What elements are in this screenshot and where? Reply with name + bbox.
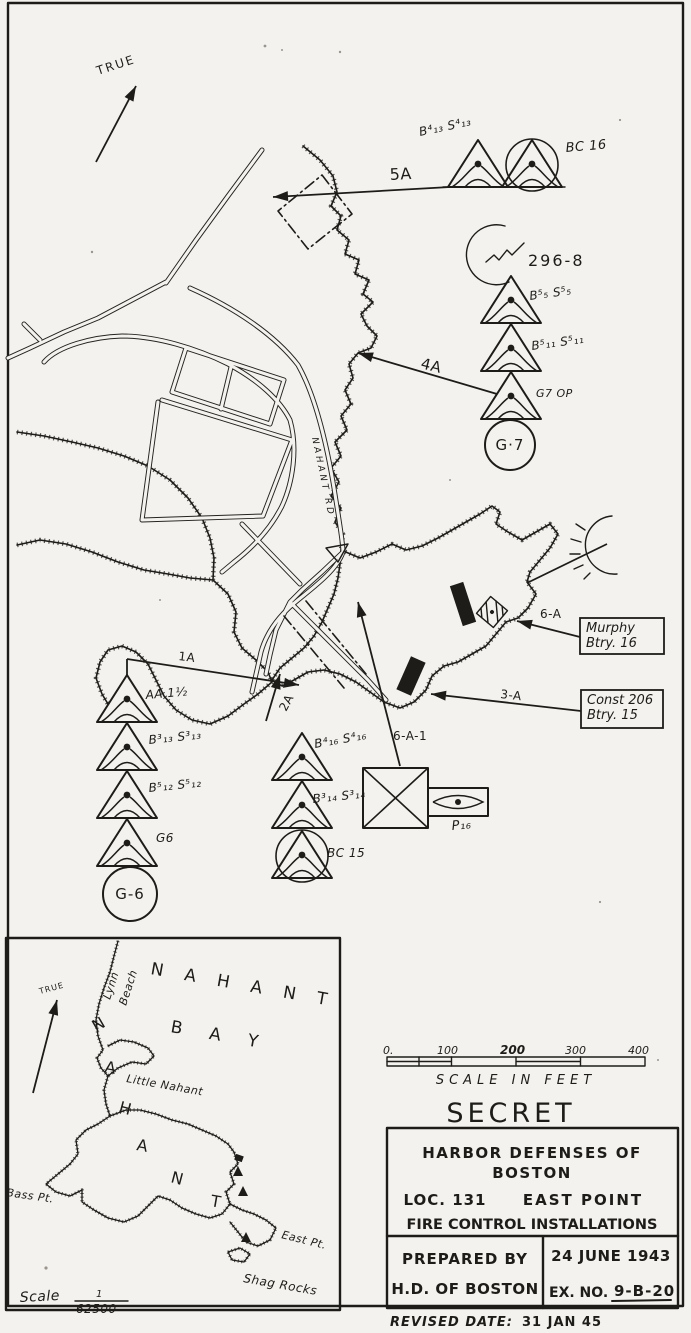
scale-tick: 400 <box>628 1044 649 1057</box>
title-block <box>387 1128 678 1308</box>
inset-label: N <box>168 1167 186 1190</box>
station-symbol-p-rect <box>428 788 488 816</box>
battery-murphy-structure <box>450 582 476 626</box>
leader-arrow <box>527 544 607 583</box>
leader-arrow <box>33 1000 58 1093</box>
station-circle-label: G·7 <box>495 436 525 454</box>
revised-date: 31 JAN 45 <box>522 1315 603 1330</box>
station-symbol-tri <box>97 819 157 866</box>
exhibit-number: 9-B-20 <box>614 1282 676 1300</box>
title-line1: HARBOR DEFENSES OF <box>422 1144 642 1162</box>
map-label: 6-A <box>540 607 562 621</box>
inset-label: East Pt. <box>280 1228 328 1252</box>
map-label: 2A <box>276 691 297 714</box>
battery-15-structure <box>396 656 425 695</box>
map-label: 6-A-1 <box>393 729 428 743</box>
map-label: 1A <box>177 649 197 666</box>
map-label: NAHANT RD <box>309 436 336 518</box>
scale-tick: 0. <box>383 1044 394 1057</box>
map-label: P₁₆ <box>451 817 473 834</box>
map-label: BC 15 <box>327 846 366 860</box>
map-label: BC 16 <box>565 137 608 156</box>
callout-box <box>580 618 664 654</box>
station-symbol-tri <box>448 140 508 187</box>
title-date: 24 JUNE 1943 <box>551 1247 671 1265</box>
map-label: G6 <box>156 831 174 845</box>
battery-structures <box>396 582 507 696</box>
inset-label: Lynn <box>100 970 122 1001</box>
inset-label: 62500 <box>76 1302 117 1316</box>
scale-tick: 300 <box>565 1044 586 1057</box>
scale-tick: 200 <box>500 1043 526 1057</box>
map-label: B⁴₁₆ S⁴₁₆ <box>313 727 368 751</box>
station-symbol-box-x <box>363 768 428 828</box>
station-circle-label: G-6 <box>115 885 145 903</box>
inset-label: Shag Rocks <box>242 1271 319 1298</box>
map-label: B³₁₃ S³₁₃ <box>147 727 203 747</box>
station-symbol-circle <box>485 420 535 470</box>
map-label: 5A <box>389 163 413 184</box>
map-label: 296-8 <box>528 251 585 270</box>
inset-label: H <box>116 1097 134 1120</box>
inset-label: Bass Pt. <box>5 1186 55 1206</box>
title-site: EAST POINT <box>522 1191 644 1209</box>
scale-caption: SCALE IN FEET <box>435 1073 597 1088</box>
leader-arrow <box>517 620 580 637</box>
scale-tick: 100 <box>437 1044 458 1057</box>
inset-label: 1 <box>96 1289 103 1300</box>
exhibit-label: EX. NO. <box>549 1285 609 1301</box>
map-label: B⁵₁₁ S⁵₁₁ <box>530 331 585 353</box>
station-symbol-circle <box>103 867 157 921</box>
inset-label: N A H A N T <box>149 959 337 1012</box>
map-label: B⁴₁₃ S⁴₁₃ <box>417 114 473 139</box>
map-label: 4A <box>419 354 444 377</box>
callout-box <box>581 690 663 728</box>
inset-label: B A Y <box>169 1017 271 1055</box>
map-label: B³₁₄ S³₁₄ <box>311 786 367 806</box>
prepared-by-line2: H.D. OF BOSTON <box>391 1280 539 1298</box>
title-line3: FIRE CONTROL INSTALLATIONS <box>406 1217 658 1233</box>
station-symbol-tri <box>97 723 157 770</box>
classification-marking: SECRET <box>446 1098 576 1129</box>
map-label: AA 1½ <box>145 684 189 702</box>
map-label: B⁵₅ S⁵₅ <box>528 283 573 303</box>
diamond-structure <box>477 597 508 628</box>
callout-text: Btry. 16 <box>586 636 637 651</box>
zigzag-296-8 <box>486 243 524 262</box>
revised-label: REVISED DATE: <box>390 1315 513 1330</box>
map-label: G7 OP <box>536 387 573 400</box>
station-symbol-tri <box>97 771 157 818</box>
arc-symbols <box>466 225 617 579</box>
map-label: 3-A <box>499 687 523 704</box>
leader-arrow <box>273 187 450 201</box>
inset-label: N <box>88 1012 109 1036</box>
inset-label: T <box>209 1191 223 1212</box>
station-symbol-tri-circle <box>272 830 332 882</box>
inset-label: A <box>135 1135 150 1156</box>
inset-label: Little Nahant <box>125 1072 205 1099</box>
map-label: TRUE <box>94 52 138 78</box>
inset-label: Scale <box>19 1287 61 1306</box>
title-loc: LOC. 131 <box>403 1191 487 1209</box>
inset-label: Beach <box>116 968 141 1007</box>
callout-text: Const 206 <box>587 693 654 708</box>
callout-text: Murphy <box>586 621 635 636</box>
arc-symbol-east <box>570 516 617 579</box>
callout-text: Btry. 15 <box>587 708 638 723</box>
title-line2: BOSTON <box>492 1164 572 1182</box>
exhibit-underline <box>612 1300 671 1301</box>
scale-bar <box>383 1043 649 1088</box>
map-label: B⁵₁₂ S⁵₁₂ <box>147 775 203 795</box>
leader-arrow <box>96 86 136 162</box>
station-symbol-tri-circle <box>502 139 562 191</box>
inset-label: TRUE <box>38 980 66 996</box>
inset-label: A <box>103 1057 118 1078</box>
station-symbol-tri <box>481 372 541 419</box>
prepared-by-line1: PREPARED BY <box>402 1250 528 1268</box>
